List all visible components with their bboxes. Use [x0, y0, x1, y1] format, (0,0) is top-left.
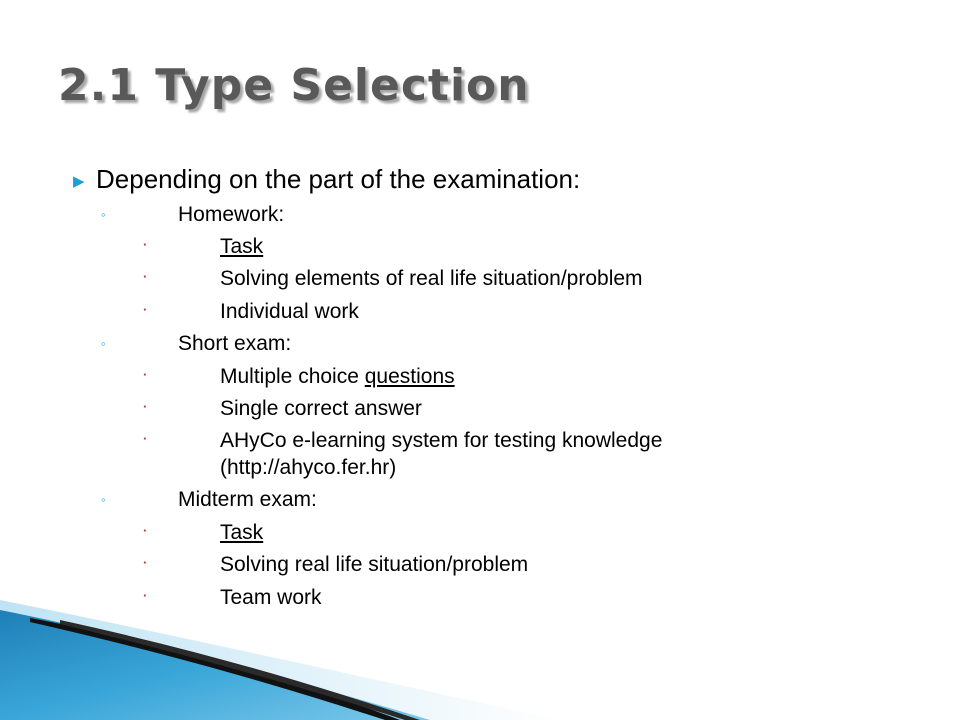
main-bullet: Depending on the part of the examination:: [96, 164, 581, 194]
list-item: Team work: [220, 586, 322, 609]
section-label-short-exam: Short exam:: [178, 332, 292, 355]
list-item-continuation: (http://ahyco.fer.hr): [220, 456, 397, 479]
list-item: AHyCo e-learning system for testing knowledge: [220, 429, 663, 452]
list-item: [220, 365, 455, 389]
dot-bullet-icon: ·: [143, 555, 148, 570]
dot-bullet-icon: ·: [143, 399, 148, 414]
dot-bullet-icon: ·: [143, 302, 148, 317]
circle-bullet-icon: ◦: [101, 336, 106, 351]
section-label-midterm-exam: Midterm exam:: [178, 488, 317, 511]
list-item: Individual work: [220, 300, 359, 323]
questions-link[interactable]: questions: [364, 365, 455, 388]
list-item[interactable]: Task: [220, 521, 264, 544]
dot-bullet-icon: ·: [143, 367, 148, 382]
dot-bullet-icon: ·: [143, 269, 148, 284]
list-item: Solving elements of real life situation/problem: [220, 267, 643, 290]
slide-title: 2.1 Type Selection: [58, 60, 530, 111]
dot-bullet-icon: ·: [143, 431, 148, 446]
dot-bullet-icon: ·: [143, 523, 148, 538]
triangle-bullet-icon: ▶: [73, 173, 85, 190]
list-item: Single correct answer: [220, 397, 422, 420]
section-label-homework: Homework:: [178, 203, 285, 226]
circle-bullet-icon: ◦: [101, 492, 106, 507]
dot-bullet-icon: ·: [143, 588, 148, 603]
dot-bullet-icon: ·: [143, 237, 148, 252]
list-item: Solving real life situation/problem: [220, 553, 529, 576]
list-item[interactable]: Task: [220, 235, 264, 258]
list-item-text: Multiple choice: [220, 365, 365, 388]
circle-bullet-icon: ◦: [101, 207, 106, 222]
